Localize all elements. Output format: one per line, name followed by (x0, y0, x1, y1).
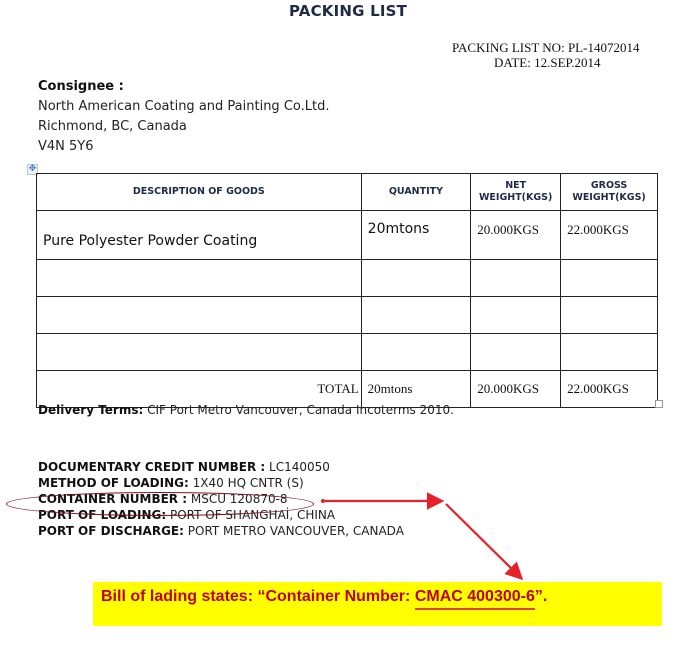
document-date (494, 55, 601, 71)
bill-of-lading-callout (93, 582, 662, 626)
cell-quantity (361, 334, 471, 371)
total-net-weight: 20.000KGS (471, 371, 561, 408)
packing-list-number (452, 40, 639, 56)
table-row (37, 297, 658, 334)
header-gross-weight (561, 174, 658, 211)
cell-gross-weight (561, 297, 658, 334)
goods-table (36, 173, 658, 408)
header-gross-weight-line2: WEIGHT(KGS) (572, 192, 646, 203)
delivery-terms (38, 403, 454, 417)
detail-value: PORT METRO VANCOUVER, CANADA (187, 524, 404, 538)
header-net-weight-line2: WEIGHT(KGS) (478, 192, 553, 203)
table-row (37, 334, 658, 371)
header-gross-weight-line1: GROSS (590, 180, 628, 191)
table-move-handle-icon[interactable]: ✥ (28, 164, 37, 174)
cell-gross-weight: 22.000KGS (561, 211, 658, 260)
packing-list-number-value: PL-14072014 (567, 40, 640, 55)
cell-description (37, 334, 362, 371)
consignee-city: Richmond, BC, Canada (38, 119, 187, 134)
table-row (37, 260, 658, 297)
cell-description: Pure Polyester Powder Coating (37, 211, 362, 260)
cell-description (37, 297, 362, 334)
cell-net-weight (471, 297, 561, 334)
detail-label: CONTAINER NUMBER : (38, 492, 188, 506)
detail-method-of-loading (38, 475, 404, 491)
callout-container-number: CMAC 400300-6 (415, 588, 535, 610)
callout-text (101, 588, 547, 606)
total-quantity: 20mtons (361, 371, 471, 408)
consignee-name: North American Coating and Painting Co.Ltd. (38, 99, 330, 114)
detail-value: MSCU 120870-8 (190, 492, 288, 506)
header-net-weight (471, 174, 561, 211)
cell-quantity (361, 297, 471, 334)
consignee-block (38, 77, 329, 157)
total-gross-weight: 22.000KGS (561, 371, 658, 408)
delivery-terms-value: CIF Port Metro Vancouver, Canada Incoterms 2010. (147, 403, 454, 417)
consignee-label: Consignee : (38, 79, 124, 94)
detail-port-of-discharge (38, 523, 404, 539)
cell-net-weight (471, 260, 561, 297)
page-title: PACKING LIST (288, 2, 408, 20)
callout-prefix: Bill of lading states: “Container Number: (101, 588, 415, 605)
header-net-weight-line1: NET (505, 180, 527, 191)
packing-list-number-label: PACKING LIST NO: (452, 40, 565, 55)
detail-value: PORT OF SHANGHAİ, CHINA (169, 508, 336, 522)
table-resize-handle[interactable] (655, 400, 663, 408)
detail-credit-number (38, 459, 404, 475)
cell-net-weight (471, 334, 561, 371)
table-total-row (37, 371, 658, 408)
cell-net-weight: 20.000KGS (471, 211, 561, 260)
date-value: 12.SEP.2014 (534, 55, 601, 70)
cell-gross-weight (561, 260, 658, 297)
detail-label: METHOD OF LOADING: (38, 476, 189, 490)
cell-quantity (361, 260, 471, 297)
consignee-postal-code: V4N 5Y6 (38, 139, 94, 154)
detail-value: LC140050 (269, 460, 330, 474)
detail-value: 1X40 HQ CNTR (S) (192, 476, 304, 490)
detail-label: PORT OF DISCHARGE: (38, 524, 184, 538)
table-header-row (37, 174, 658, 211)
header-description: DESCRIPTION OF GOODS (37, 174, 362, 211)
table-row (37, 211, 658, 260)
date-label: DATE: (494, 55, 531, 70)
cell-description (37, 260, 362, 297)
header-quantity: QUANTITY (361, 174, 471, 211)
container-number-highlight-ellipse (6, 492, 314, 516)
cell-gross-weight (561, 334, 658, 371)
detail-label: PORT OF LOADING: (38, 508, 167, 522)
delivery-terms-label: Delivery Terms: (38, 403, 144, 417)
cell-quantity: 20mtons (361, 211, 471, 260)
callout-suffix: ”. (534, 588, 548, 605)
total-label: TOTAL (37, 371, 362, 408)
detail-label: DOCUMENTARY CREDIT NUMBER : (38, 460, 266, 474)
